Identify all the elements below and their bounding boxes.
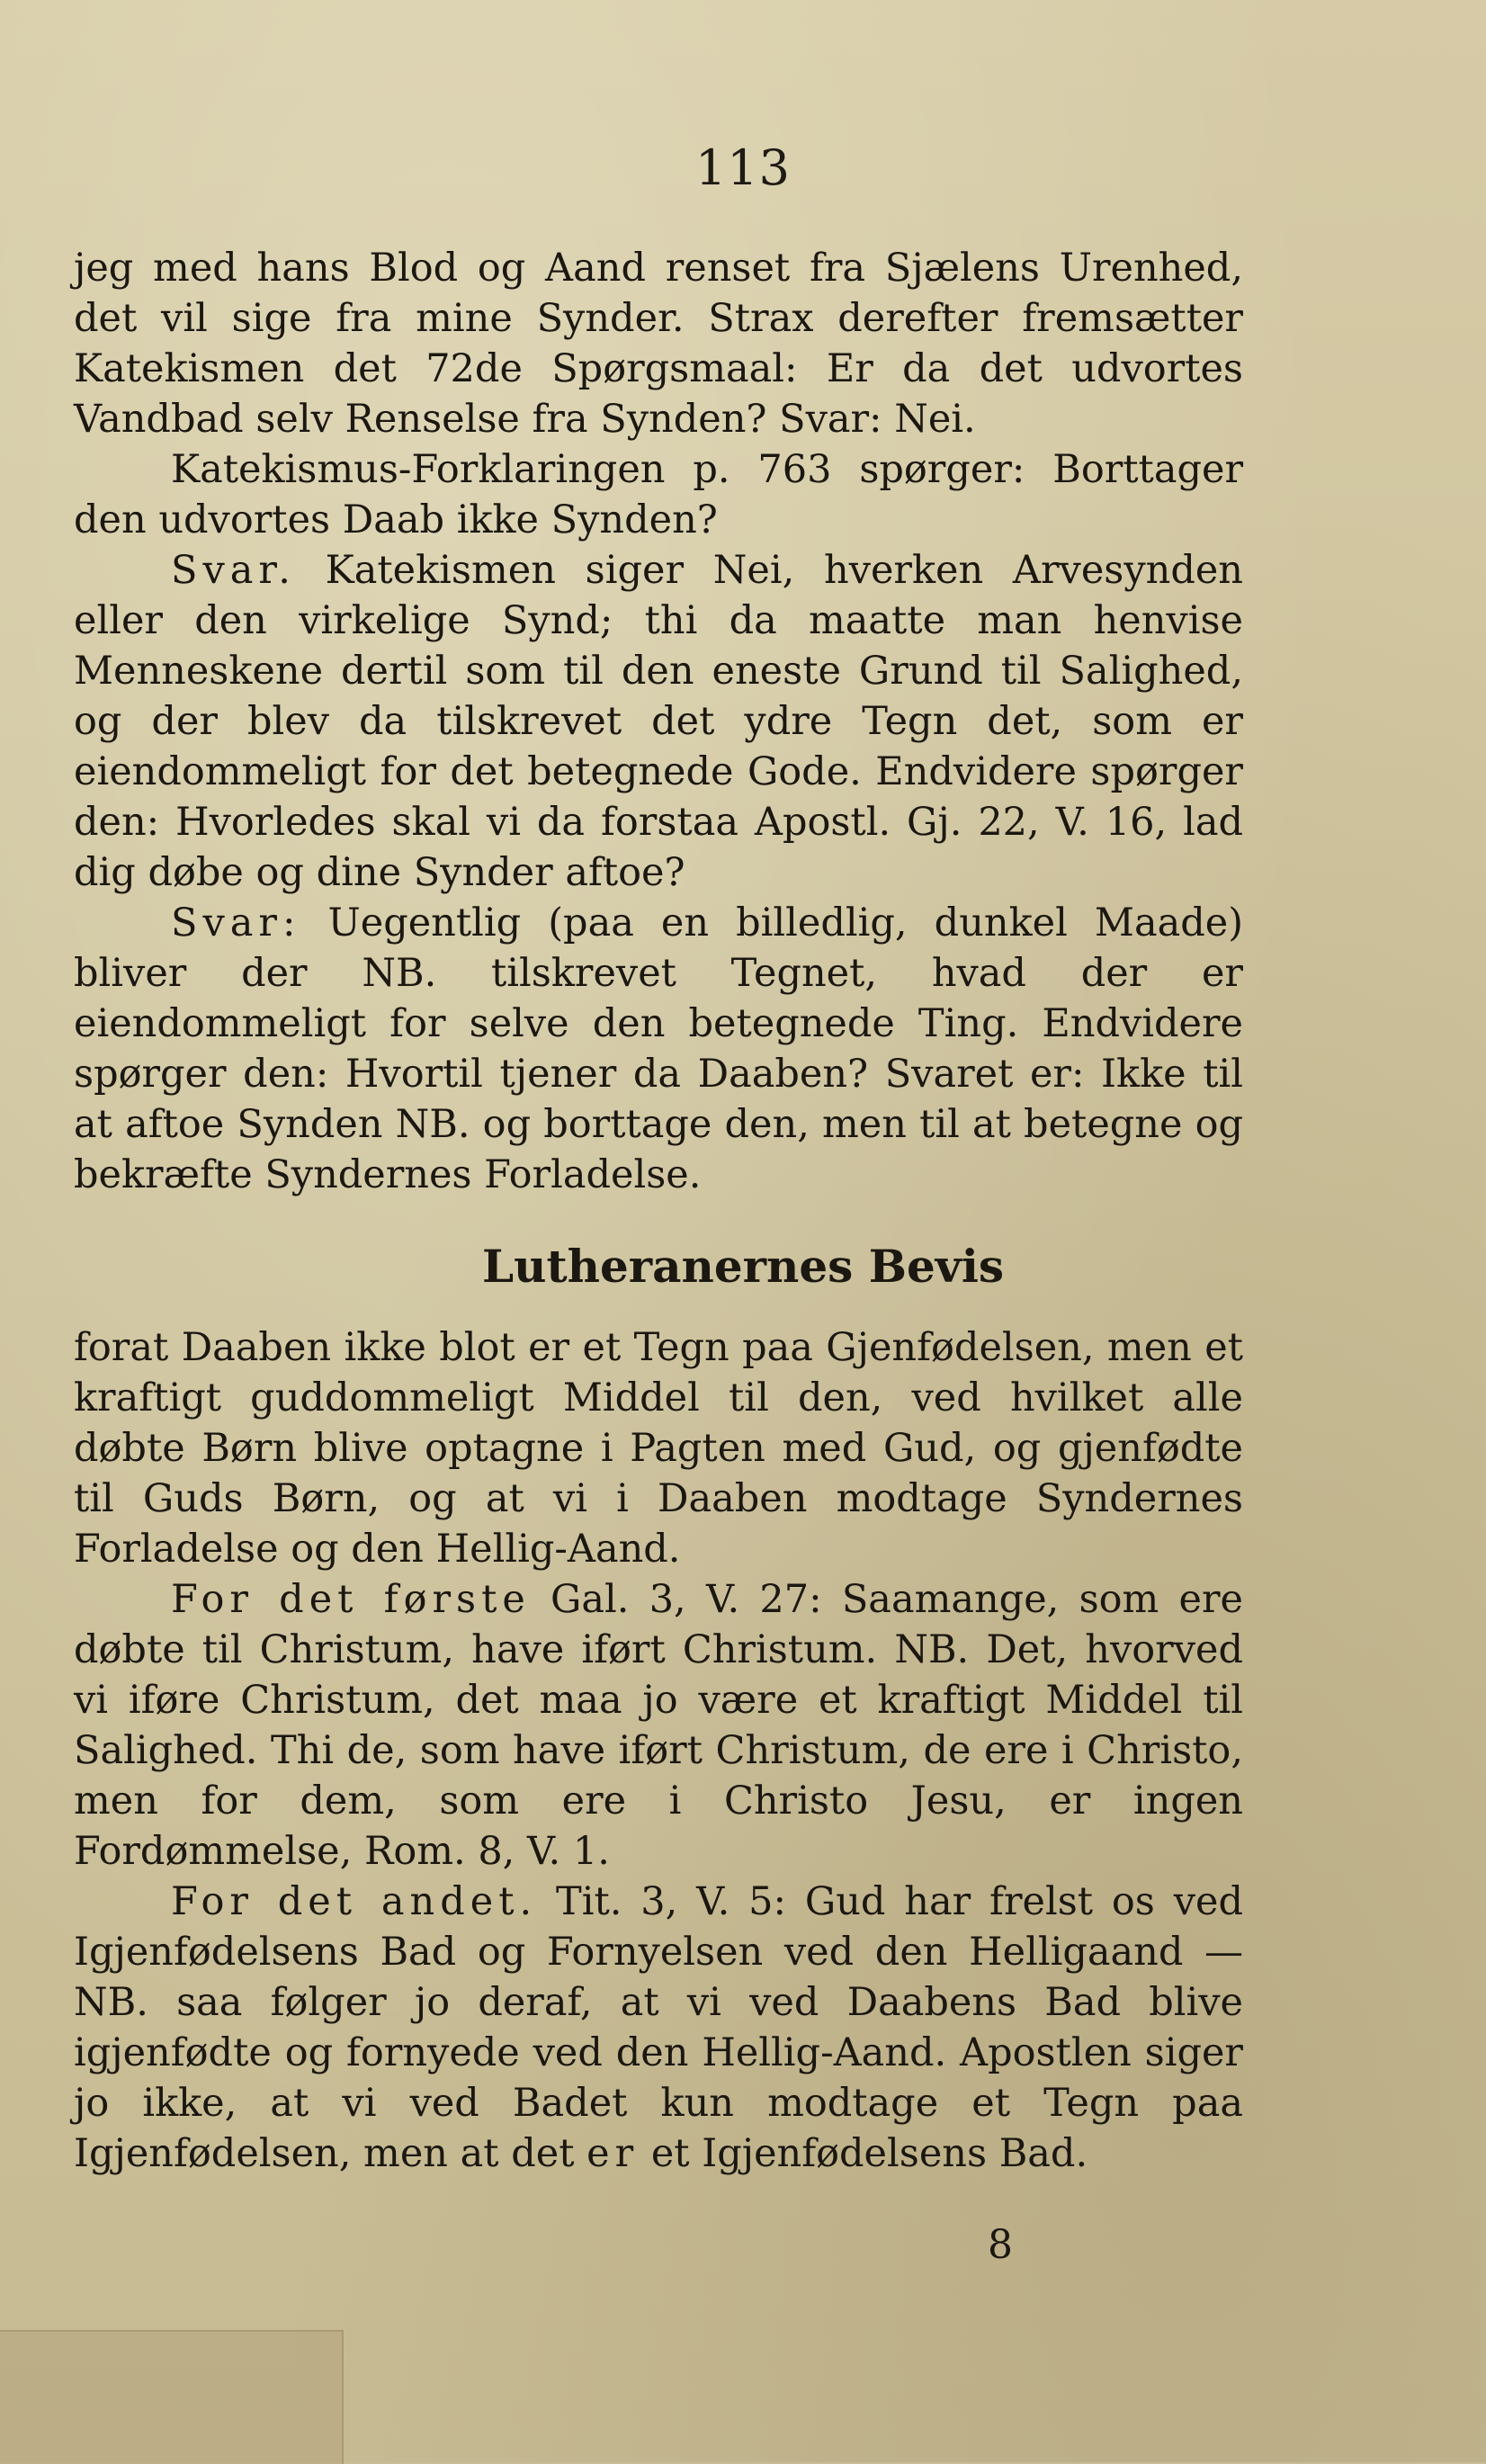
paragraph-2: Katekismus-Forklaringen p. 763 spørger: Borttager den udvortes Daab ikke Synden? [74, 447, 1243, 542]
paragraph-3 [74, 545, 1243, 898]
paper-discoloration [0, 2330, 344, 2464]
signature-mark: 8 [988, 2222, 1013, 2268]
emphasized-word: er [586, 2131, 640, 2176]
text-block-section-2 [74, 1322, 1243, 2179]
paragraph-5: forat Daaben ikke blot er et Tegn paa Gjenfødelsen, men et kraftigt guddommeligt Middel til den, ved hvilket alle døbte Børn blive optagne i Pagten med Gud, og gjenfødte til Guds Børn, og at vi i Daaben modtage Syndernes Forladelse og den Hellig-Aand. [74, 1325, 1243, 1572]
page-number: 113 [694, 139, 792, 196]
second-point-lead: For det andet. [171, 1879, 538, 1924]
paragraph-4 [74, 898, 1243, 1200]
text-block-section-1 [74, 243, 1243, 1200]
paragraph-3-text: Katekismen siger Nei, hverken Arvesynden eller den virkelige Synd; thi da maatte man henvise Menneskene dertil som til den eneste Grund til Salighed, og der blev da tilskrevet det ydre Tegn det, som er eiendommeligt for det betegnede Gode. Endvidere spørger den: Hvorledes skal vi da forstaa Apostl. Gj. 22, V. 16, lad dig døbe og dine Synder aftoe? [74, 548, 1243, 895]
svar-lead: Svar. [171, 548, 296, 593]
paragraph-1: jeg med hans Blod og Aand renset fra Sjælens Urenhed, det vil sige fra mine Synder. Strax derefter fremsætter Katekismen det 72de Spørgsmaal: Er da det udvortes Vandbad selv Renselse fra Synden? Svar: Nei. [74, 246, 1243, 442]
paragraph-7-tail: et Igjenfødelsens Bad. [639, 2131, 1088, 2176]
first-point-lead: For det første [171, 1577, 531, 1622]
paragraph-7 [74, 1877, 1243, 2179]
paragraph-6-text: Gal. 3, V. 27: Saamange, som ere døbte til Christum, have iført Christum. NB. Det, hvorved vi iføre Christum, det maa jo være et kraftigt Middel til Salighed. Thi de, som have iført Christum, de ere i Christo, men for dem, som ere i Christo Jesu, er ingen Fordømmelse, Rom. 8, V. 1. [74, 1577, 1243, 1874]
section-heading: Lutheranernes Bevis [481, 1240, 1004, 1293]
paragraph-4-text: Uegentlig (paa en billedlig, dunkel Maade) bliver der NB. tilskrevet Tegnet, hvad der er eiendommeligt for selve den betegnede Ting. Endvidere spørger den: Hvortil tjener da Daaben? Svaret er: Ikke til at aftoe Synden NB. og borttage den, men til at betegne og bekræfte Syndernes Forladelse. [74, 900, 1243, 1197]
paragraph-6 [74, 1574, 1243, 1877]
svar-lead-2: Svar: [171, 900, 301, 945]
paragraph-7-text: Tit. 3, V. 5: Gud har frelst os ved Igjenfødelsens Bad og Fornyelsen ved den Helligaand — NB. saa følger jo deraf, at vi ved Daabens Bad blive igjenfødte og fornyede ved den Hellig-Aand. Apostlen siger jo ikke, at vi ved Badet kun modtage et Tegn paa Igjenfødelsen, men at det [74, 1879, 1243, 2176]
